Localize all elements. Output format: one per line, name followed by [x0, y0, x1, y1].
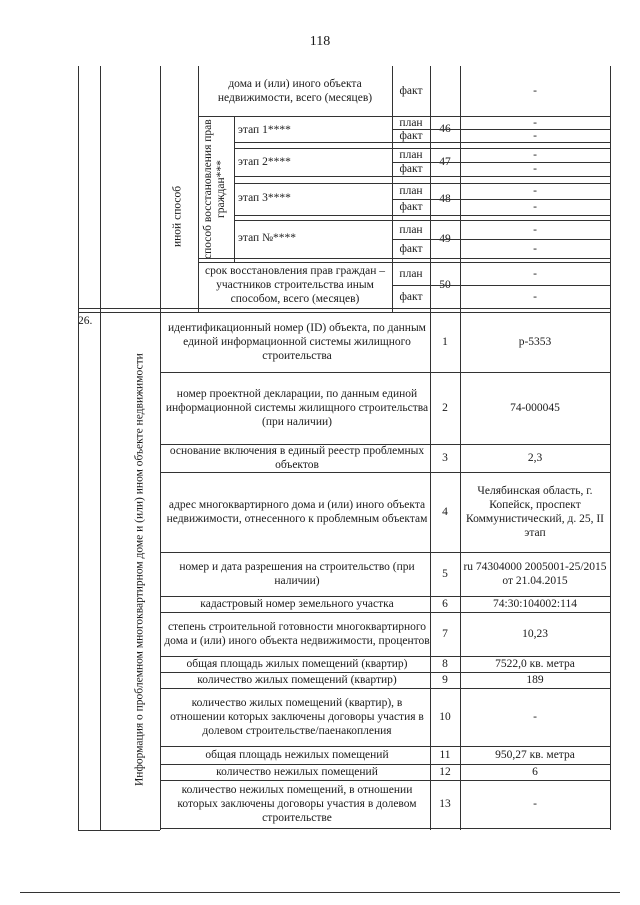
table-rule: [160, 672, 610, 673]
row-label: количество жилых помещений (квартир): [197, 674, 397, 686]
table-rule: [160, 552, 610, 553]
table-rule: [198, 116, 610, 117]
table-rule: [234, 215, 610, 216]
table-rule: [430, 66, 431, 830]
row-value: -: [533, 798, 537, 810]
row-value: Челябинская область, г. Копейск, проспект Коммунистический, д. 25, II этап: [466, 485, 604, 539]
table-rule: [392, 199, 610, 200]
row-label: количество жилых помещений (квартир), в отношении которых заключены договоры участия в долевом строительстве/паенакопления: [170, 697, 424, 737]
table-rule: [160, 596, 610, 597]
row-label: общая площадь нежилых помещений: [205, 749, 389, 761]
stage-n-label: этап №****: [238, 232, 297, 244]
table-rule: [160, 372, 610, 373]
row-value: 6: [532, 766, 538, 778]
value-duration-other: -: [533, 85, 537, 97]
row-label: номер проектной декларации, по данным единой информационной системы жилищного строительства (при наличии): [165, 388, 429, 428]
stage-2-plan-value: -: [533, 149, 537, 161]
stage-1-num: 46: [439, 123, 451, 135]
table-rule: [160, 780, 610, 781]
page-number: 118: [309, 34, 331, 49]
row-value: 950,27 кв. метра: [495, 749, 575, 761]
row-50-fact-value: -: [533, 290, 537, 303]
stage-n-fact-value: -: [533, 242, 537, 255]
row-value: 189: [526, 674, 544, 686]
fact-label: факт: [399, 85, 423, 97]
table-rule: [160, 688, 610, 689]
table-rule: [78, 830, 160, 831]
side-label-other-way: иной способ: [171, 185, 184, 247]
table-rule: [392, 162, 610, 163]
table-rule: [160, 66, 161, 830]
table-rule: [234, 220, 610, 221]
row-value: 74:30:104002:114: [493, 598, 577, 610]
table-rule: [160, 746, 610, 747]
stage-3-fact: факт: [399, 201, 423, 213]
row-label: кадастровый номер земельного участка: [200, 598, 394, 610]
table-rule: [198, 66, 199, 312]
stage-1-plan-value: -: [533, 116, 537, 129]
stage-1-fact: факт: [399, 129, 423, 142]
table-rule: [160, 828, 610, 829]
section-index: 26.: [78, 315, 93, 327]
table-rule: [20, 892, 620, 893]
table-rule: [234, 183, 610, 184]
row-value: -: [533, 711, 537, 723]
table-rule: [198, 262, 610, 263]
row-50-label: срок восстановления прав граждан – участников строительства иным способом, всего (месяцев): [205, 265, 385, 305]
row-num: 9: [442, 674, 448, 686]
row-num: 11: [439, 749, 451, 761]
table-rule: [392, 285, 610, 286]
table-rule: [234, 176, 610, 177]
table-rule: [100, 66, 101, 830]
table-rule: [198, 258, 610, 259]
stage-3-num: 48: [439, 193, 451, 205]
row-num: 1: [442, 336, 448, 348]
row-num: 7: [442, 628, 448, 640]
table-rule: [610, 66, 611, 830]
row-50-fact: факт: [399, 290, 423, 303]
stage-n-fact: факт: [399, 242, 423, 255]
row-num: 4: [442, 506, 448, 518]
stage-1-label: этап 1****: [238, 124, 291, 136]
stage-3-label: этап 3****: [238, 192, 291, 204]
stage-n-plan: план: [399, 223, 423, 236]
table-rule: [160, 656, 610, 657]
section-26-side-label: Информация о проблемном многоквартирном доме и (или) ином объекте недвижимости: [133, 353, 146, 787]
side-label-restore-way: способ восстановления прав граждан***: [202, 119, 227, 259]
table-rule: [234, 142, 610, 143]
stage-1-fact-value: -: [533, 129, 537, 142]
table-rule: [234, 116, 235, 262]
row-label: адрес многоквартирного дома и (или) иного объекта недвижимости, отнесенного к проблемным объектам: [166, 499, 428, 525]
table-rule: [78, 308, 610, 309]
table-rule: [160, 444, 610, 445]
row-label: номер и дата разрешения на строительство (при наличии): [179, 561, 415, 587]
row-num: 10: [439, 711, 451, 723]
row-value: ru 74304000 2005001-25/2015 от 21.04.2015: [463, 561, 607, 587]
row-num: 13: [439, 798, 451, 810]
stage-3-plan: план: [399, 185, 423, 197]
row-50-plan-value: -: [533, 267, 537, 280]
row-num: 6: [442, 598, 448, 610]
row-label: идентификационный номер (ID) объекта, по данным единой информационной системы жилищного строительства: [168, 322, 426, 362]
stage-2-num: 47: [439, 156, 451, 168]
table-rule: [392, 239, 610, 240]
row-value: p-5353: [518, 336, 552, 348]
row-label: общая площадь жилых помещений (квартир): [186, 658, 408, 670]
row-num: 2: [442, 402, 448, 414]
row-num: 5: [442, 568, 448, 580]
table-rule: [160, 472, 610, 473]
row-value: 74-000045: [510, 402, 560, 414]
table-rule: [460, 66, 461, 830]
row-num: 8: [442, 658, 448, 670]
row-num: 3: [442, 452, 448, 464]
stage-3-plan-value: -: [533, 185, 537, 197]
row-value: 2,3: [527, 452, 543, 464]
stage-2-fact-value: -: [533, 163, 537, 175]
stage-1-plan: план: [399, 116, 423, 129]
stage-2-plan: план: [399, 149, 423, 161]
row-label: степень строительной готовности многоквартирного дома и (или) иного объекта недвижимости, процентов: [164, 621, 430, 647]
stage-2-label: этап 2****: [238, 156, 291, 168]
row-label: количество нежилых помещений: [216, 766, 378, 778]
row-label: основание включения в единый реестр проблемных объектов: [169, 445, 425, 471]
table-rule: [392, 66, 393, 312]
stage-n-plan-value: -: [533, 223, 537, 236]
table-rule: [78, 312, 610, 313]
table-rule: [78, 66, 79, 830]
table-rule: [160, 612, 610, 613]
stage-2-fact: факт: [399, 163, 423, 175]
table-rule: [160, 764, 610, 765]
row-50-num: 50: [439, 279, 451, 291]
table-rule: [234, 148, 610, 149]
table-rule: [392, 129, 610, 130]
stage-3-fact-value: -: [533, 201, 537, 213]
row-50-plan: план: [399, 267, 423, 280]
row-label: количество нежилых помещений, в отношении которых заключены договоры участия в долевом строительстве: [177, 784, 417, 824]
row-value: 10,23: [522, 628, 548, 640]
row-num: 12: [439, 766, 451, 778]
stage-n-num: 49: [439, 233, 451, 245]
label-duration-other: дома и (или) иного объекта недвижимости, всего (месяцев): [217, 78, 373, 104]
row-value: 7522,0 кв. метра: [495, 658, 575, 670]
